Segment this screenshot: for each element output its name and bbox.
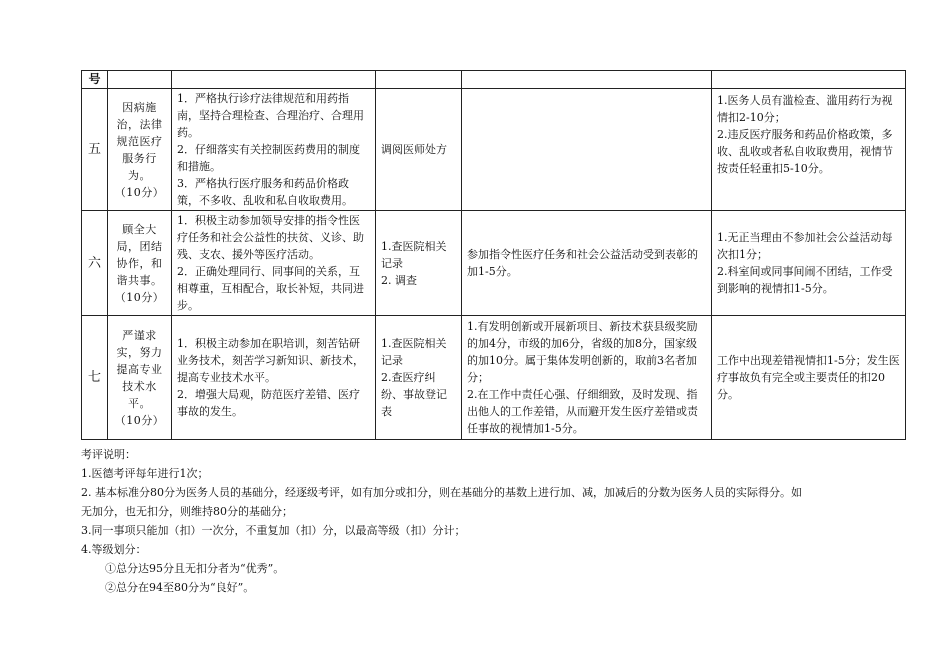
- row-number: 七: [82, 316, 108, 440]
- row-number: 五: [82, 89, 108, 211]
- category-cell: 因病施 治，法律 规范医疗 服务行 为。 （10分）: [108, 89, 172, 211]
- table-row: [82, 89, 906, 211]
- grade-item: ①总分达95分且无扣分者为“优秀”。: [105, 562, 285, 575]
- table-row: [82, 316, 906, 440]
- note-item: 3.同一事项只能加（扣）一次分，不重复加（扣）分，以最高等级（扣）分计；: [81, 524, 466, 537]
- category-cell: 严谨求 实，努力 提高专业 技术水 平。 （10分）: [108, 316, 172, 440]
- standard-cell: 1．积极主动参加在职培训，刻苦钻研业务技术，刻苦学习新知识、新技术，提高专业技术水平。 2．增强大局观，防范医疗差错、医疗事故的发生。: [172, 316, 376, 440]
- table-header-row: [82, 71, 906, 89]
- standard-cell: 1．积极主动参加领导安排的指令性医疗任务和社会公益性的扶贫、义诊、助残、支农、援外等医疗活动。 2．正确处理同行、同事间的关系，互相尊重，互相配合，取长补短，共同进步。: [172, 211, 376, 316]
- method-cell: 调阅医师处方: [376, 89, 462, 211]
- bonus-cell: 参加指令性医疗任务和社会公益活动受到表彰的加1-5分。: [462, 211, 712, 316]
- score-table: [81, 70, 906, 440]
- bonus-cell: 1.有发明创新或开展新项目、新技术获县级奖励的加4分，市级的加6分，省级的加8分，国家级的加10分。属于集体发明创新的，取前3名者加分； 2.在工作中责任心强、仔细细致，及时发现、指出他人的工作差错，从而避开发生医疗差错或责任事故的视情加1-5分。: [462, 316, 712, 440]
- grade-item: ②总分在94至80分为“良好”。: [105, 581, 255, 594]
- notes-title: 考评说明：: [81, 448, 136, 461]
- score-table-container: [81, 70, 905, 440]
- deduct-cell: 1.无正当理由不参加社会公益活动每次扣1分； 2.科室间或同事间闹不团结，工作受到影响的视情扣1-5分。: [712, 211, 906, 316]
- evaluation-notes: [81, 445, 901, 597]
- table-row: [82, 211, 906, 316]
- note-item: 无加分，也无扣分，则维持80分的基础分；: [81, 505, 293, 518]
- category-cell: 顾全大 局，团结 协作，和 谐共事。 （10分）: [108, 211, 172, 316]
- row-number: 六: [82, 211, 108, 316]
- deduct-cell: 工作中出现差错视情扣1-5分；发生医疗事故负有完全或主要责任的扣20分。: [712, 316, 906, 440]
- bonus-cell: [462, 89, 712, 211]
- method-cell: 1.查医院相关记录 2.查医疗纠纷、事故登记表: [376, 316, 462, 440]
- note-item: 1.医德考评每年进行1次；: [81, 467, 209, 480]
- header-number-cell: 号: [82, 71, 108, 89]
- method-cell: 1.查医院相关记录 2. 调查: [376, 211, 462, 316]
- deduct-cell: 1.医务人员有滥检查、滥用药行为视情扣2-10分； 2.违反医疗服务和药品价格政策，多收、乱收或者私自收取费用，视情节按责任轻重扣5-10分。: [712, 89, 906, 211]
- standard-cell: 1．严格执行诊疗法律规范和用药指南，坚持合理检查、合理治疗、合理用药。 2．仔细落实有关控制医药费用的制度和措施。 3．严格执行医疗服务和药品价格政策，不多收、乱收和私自收取费用。: [172, 89, 376, 211]
- note-item: 4.等级划分：: [81, 543, 147, 556]
- note-item: 2. 基本标准分80分为医务人员的基础分，经逐级考评，如有加分或扣分，则在基础分的基数上进行加、减，加减后的分数为医务人员的实际得分。如: [81, 486, 802, 499]
